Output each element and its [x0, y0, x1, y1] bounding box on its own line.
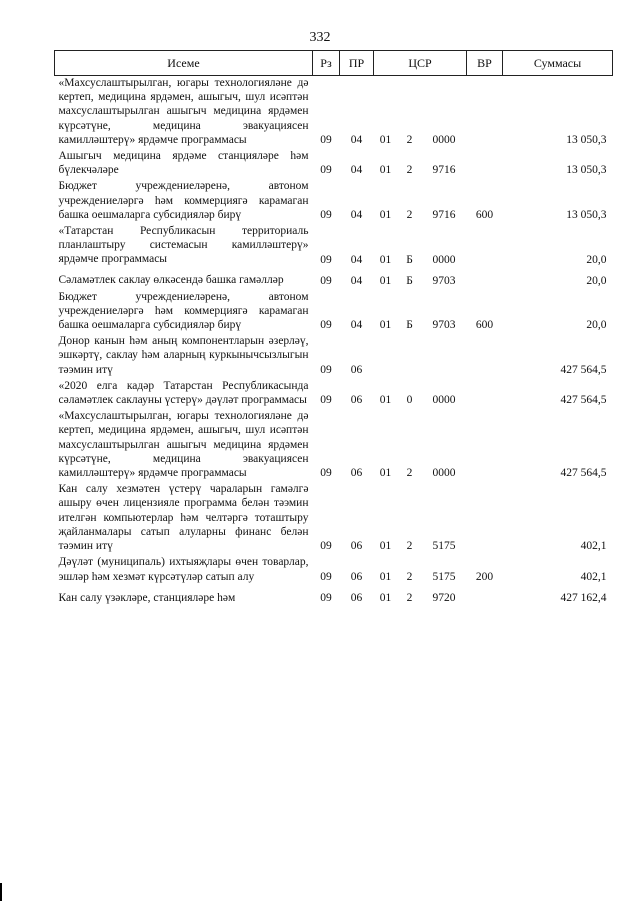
row-csr-3: 0000	[432, 394, 456, 407]
row-name: Кан салу үзәкләре, станцияләре һәм	[58, 591, 236, 604]
row-sum: 20,0	[586, 319, 607, 332]
row-pr: 04	[350, 253, 363, 266]
header-rz: Рз	[313, 51, 340, 76]
table-row	[55, 290, 613, 335]
row-pr: 06	[350, 394, 363, 407]
row-vr	[467, 482, 503, 555]
row-sum: 402,1	[580, 540, 607, 553]
row-rz: 09	[320, 134, 332, 147]
row-vr	[467, 149, 503, 179]
row-csr-2: 2	[406, 467, 413, 480]
row-csr-1: 01	[379, 591, 392, 604]
table-row	[55, 149, 613, 179]
row-pr: 04	[350, 164, 363, 177]
row-csr-1: 01	[379, 467, 392, 480]
row-pr: 06	[350, 363, 363, 376]
row-vr	[467, 224, 503, 269]
row-rz: 09	[320, 467, 332, 480]
row-csr-3: 0000	[432, 134, 456, 147]
row-sum: 427 564,5	[560, 363, 607, 376]
row-rz: 09	[320, 540, 332, 553]
row-csr-3: 0000	[432, 467, 456, 480]
row-csr-1: 01	[379, 570, 392, 583]
row-vr: 200	[475, 570, 494, 583]
row-name: Кан салу хезмәтен үстерү чараларын гамәлгә ашыру өчен лицензияле программа белән тәэмин ителгән компьютерлар һәм челтәргә тоташтыру җайланмалары сатып алуларны финанс белән тәэмин итү	[58, 483, 309, 553]
row-rz: 09	[320, 363, 332, 376]
table-row	[55, 586, 613, 607]
row-csr-3: 5175	[432, 540, 456, 553]
row-csr-3	[422, 334, 467, 379]
row-csr-2: Б	[406, 319, 413, 332]
row-csr-3: 9703	[432, 319, 456, 332]
row-name: «Татарстан Республикасын территориаль планлаштыру системасын камилләштерү» ярдәмче программасы	[58, 225, 309, 266]
row-rz: 09	[320, 591, 332, 604]
row-csr-2: 0	[406, 394, 413, 407]
row-vr	[467, 76, 503, 150]
row-vr: 600	[475, 319, 494, 332]
row-pr: 06	[350, 570, 363, 583]
row-name: «Махсуслаштырылган, югары технологияләне дә кертеп, медицина ярдәмен, ашыгыч, шул исәптән махсуслаштырылган ашыгыч медицина ярдәмен күрсәтүне, медицина эвакуациясен камилләштерү» ярдәмче программасы	[58, 77, 309, 146]
row-csr-2: 2	[406, 134, 413, 147]
row-name: «Махсуслаштырылган, югары технологияләне дә кертеп, медицина ярдәмен, ашыгыч, шул исәптән махсуслаштырылган ашыгыч медицина ярдәмен күрсәтүне, медицина эвакуациясен камилләштерү» ярдәмче программасы	[58, 410, 309, 480]
row-csr-3: 9720	[432, 591, 456, 604]
table-header-row	[55, 51, 613, 76]
row-sum: 13 050,3	[566, 164, 607, 177]
header-sum: Суммасы	[503, 51, 613, 76]
row-rz: 09	[320, 274, 332, 287]
row-csr-1: 01	[379, 164, 392, 177]
row-name: Бюджет учреждениеләренә, автоном учреждениеләргә һәм коммерциягә карамаган башка оешмаларга субсидияләр бирү	[58, 180, 309, 221]
row-name: «2020 елга кадәр Татарстан Республикасында сәламәтлек саклауны үстерү» дәүләт программасы	[58, 379, 309, 407]
table-row	[55, 482, 613, 555]
row-vr	[467, 409, 503, 482]
row-pr: 06	[350, 591, 363, 604]
table-row	[55, 224, 613, 269]
row-name: Дәүләт (муниципаль) ихтыяҗлары өчен товарлар, эшләр һәм хезмәт күрсәтүләр сатып алу	[58, 556, 309, 583]
row-csr-2: 2	[406, 570, 413, 583]
row-csr-2: 2	[406, 540, 413, 553]
row-pr: 04	[350, 134, 363, 147]
row-pr: 06	[350, 467, 363, 480]
row-csr-3: 9716	[432, 164, 456, 177]
row-rz: 09	[320, 319, 332, 332]
row-rz: 09	[320, 164, 332, 177]
header-pr: ПР	[340, 51, 374, 76]
row-csr-2: Б	[406, 274, 413, 287]
row-csr-3: 9716	[432, 209, 456, 222]
row-csr-2: 2	[406, 591, 413, 604]
scan-edge-mark	[0, 883, 2, 901]
row-vr	[467, 586, 503, 607]
row-pr: 04	[350, 319, 363, 332]
row-csr-1: 01	[379, 540, 392, 553]
header-csr: ЦСР	[374, 51, 467, 76]
table-row	[55, 334, 613, 379]
row-vr	[467, 334, 503, 379]
row-sum: 402,1	[580, 570, 607, 583]
row-csr-2: 2	[406, 209, 413, 222]
row-sum: 20,0	[586, 274, 607, 287]
row-vr	[467, 269, 503, 290]
header-vr: ВР	[467, 51, 503, 76]
table-row	[55, 555, 613, 585]
row-csr-2	[398, 334, 422, 379]
table-row	[55, 269, 613, 290]
header-name: Исеме	[55, 51, 313, 76]
row-csr-1: 01	[379, 253, 392, 266]
table-row	[55, 76, 613, 150]
row-csr-1: 01	[379, 209, 392, 222]
row-csr-2: Б	[406, 253, 413, 266]
table-row	[55, 179, 613, 224]
row-csr-3: 0000	[432, 253, 456, 266]
row-pr: 04	[350, 209, 363, 222]
row-sum: 20,0	[586, 253, 607, 266]
row-csr-1: 01	[379, 274, 392, 287]
row-csr-1	[374, 334, 398, 379]
row-csr-1: 01	[379, 319, 392, 332]
row-csr-2: 2	[406, 164, 413, 177]
row-csr-1: 01	[379, 134, 392, 147]
row-vr: 600	[475, 209, 494, 222]
row-name: Донор канын һәм аның компонентларын әзерләү, эшкәртү, саклау һәм аларның куркынычсызлыгын тәэмин итү	[58, 335, 309, 376]
row-pr: 06	[350, 540, 363, 553]
page-number: 332	[309, 30, 331, 45]
row-csr-3: 9703	[432, 274, 456, 287]
row-rz: 09	[320, 394, 332, 407]
row-vr	[467, 379, 503, 409]
row-sum: 13 050,3	[566, 209, 607, 222]
table-row	[55, 379, 613, 409]
row-rz: 09	[320, 570, 332, 583]
row-sum: 427 564,5	[560, 394, 607, 407]
row-csr-1: 01	[379, 394, 392, 407]
row-sum: 13 050,3	[566, 134, 607, 147]
table-row	[55, 409, 613, 482]
row-rz: 09	[320, 253, 332, 266]
row-sum: 427 564,5	[560, 467, 607, 480]
row-pr: 04	[350, 274, 363, 287]
row-name: Ашыгыч медицина ярдәме станцияләре һәм бүлекчәләре	[58, 150, 309, 177]
row-name: Сәламәтлек саклау өлкәсендә башка гамәлләр	[58, 274, 284, 287]
budget-table	[54, 50, 613, 607]
row-name: Бюджет учреждениеләренә, автоном учреждениеләргә һәм коммерциягә карамаган башка оешмаларга субсидияләр бирү	[58, 290, 309, 332]
row-csr-3: 5175	[432, 570, 456, 583]
row-sum: 427 162,4	[560, 591, 607, 604]
row-rz: 09	[320, 209, 332, 222]
